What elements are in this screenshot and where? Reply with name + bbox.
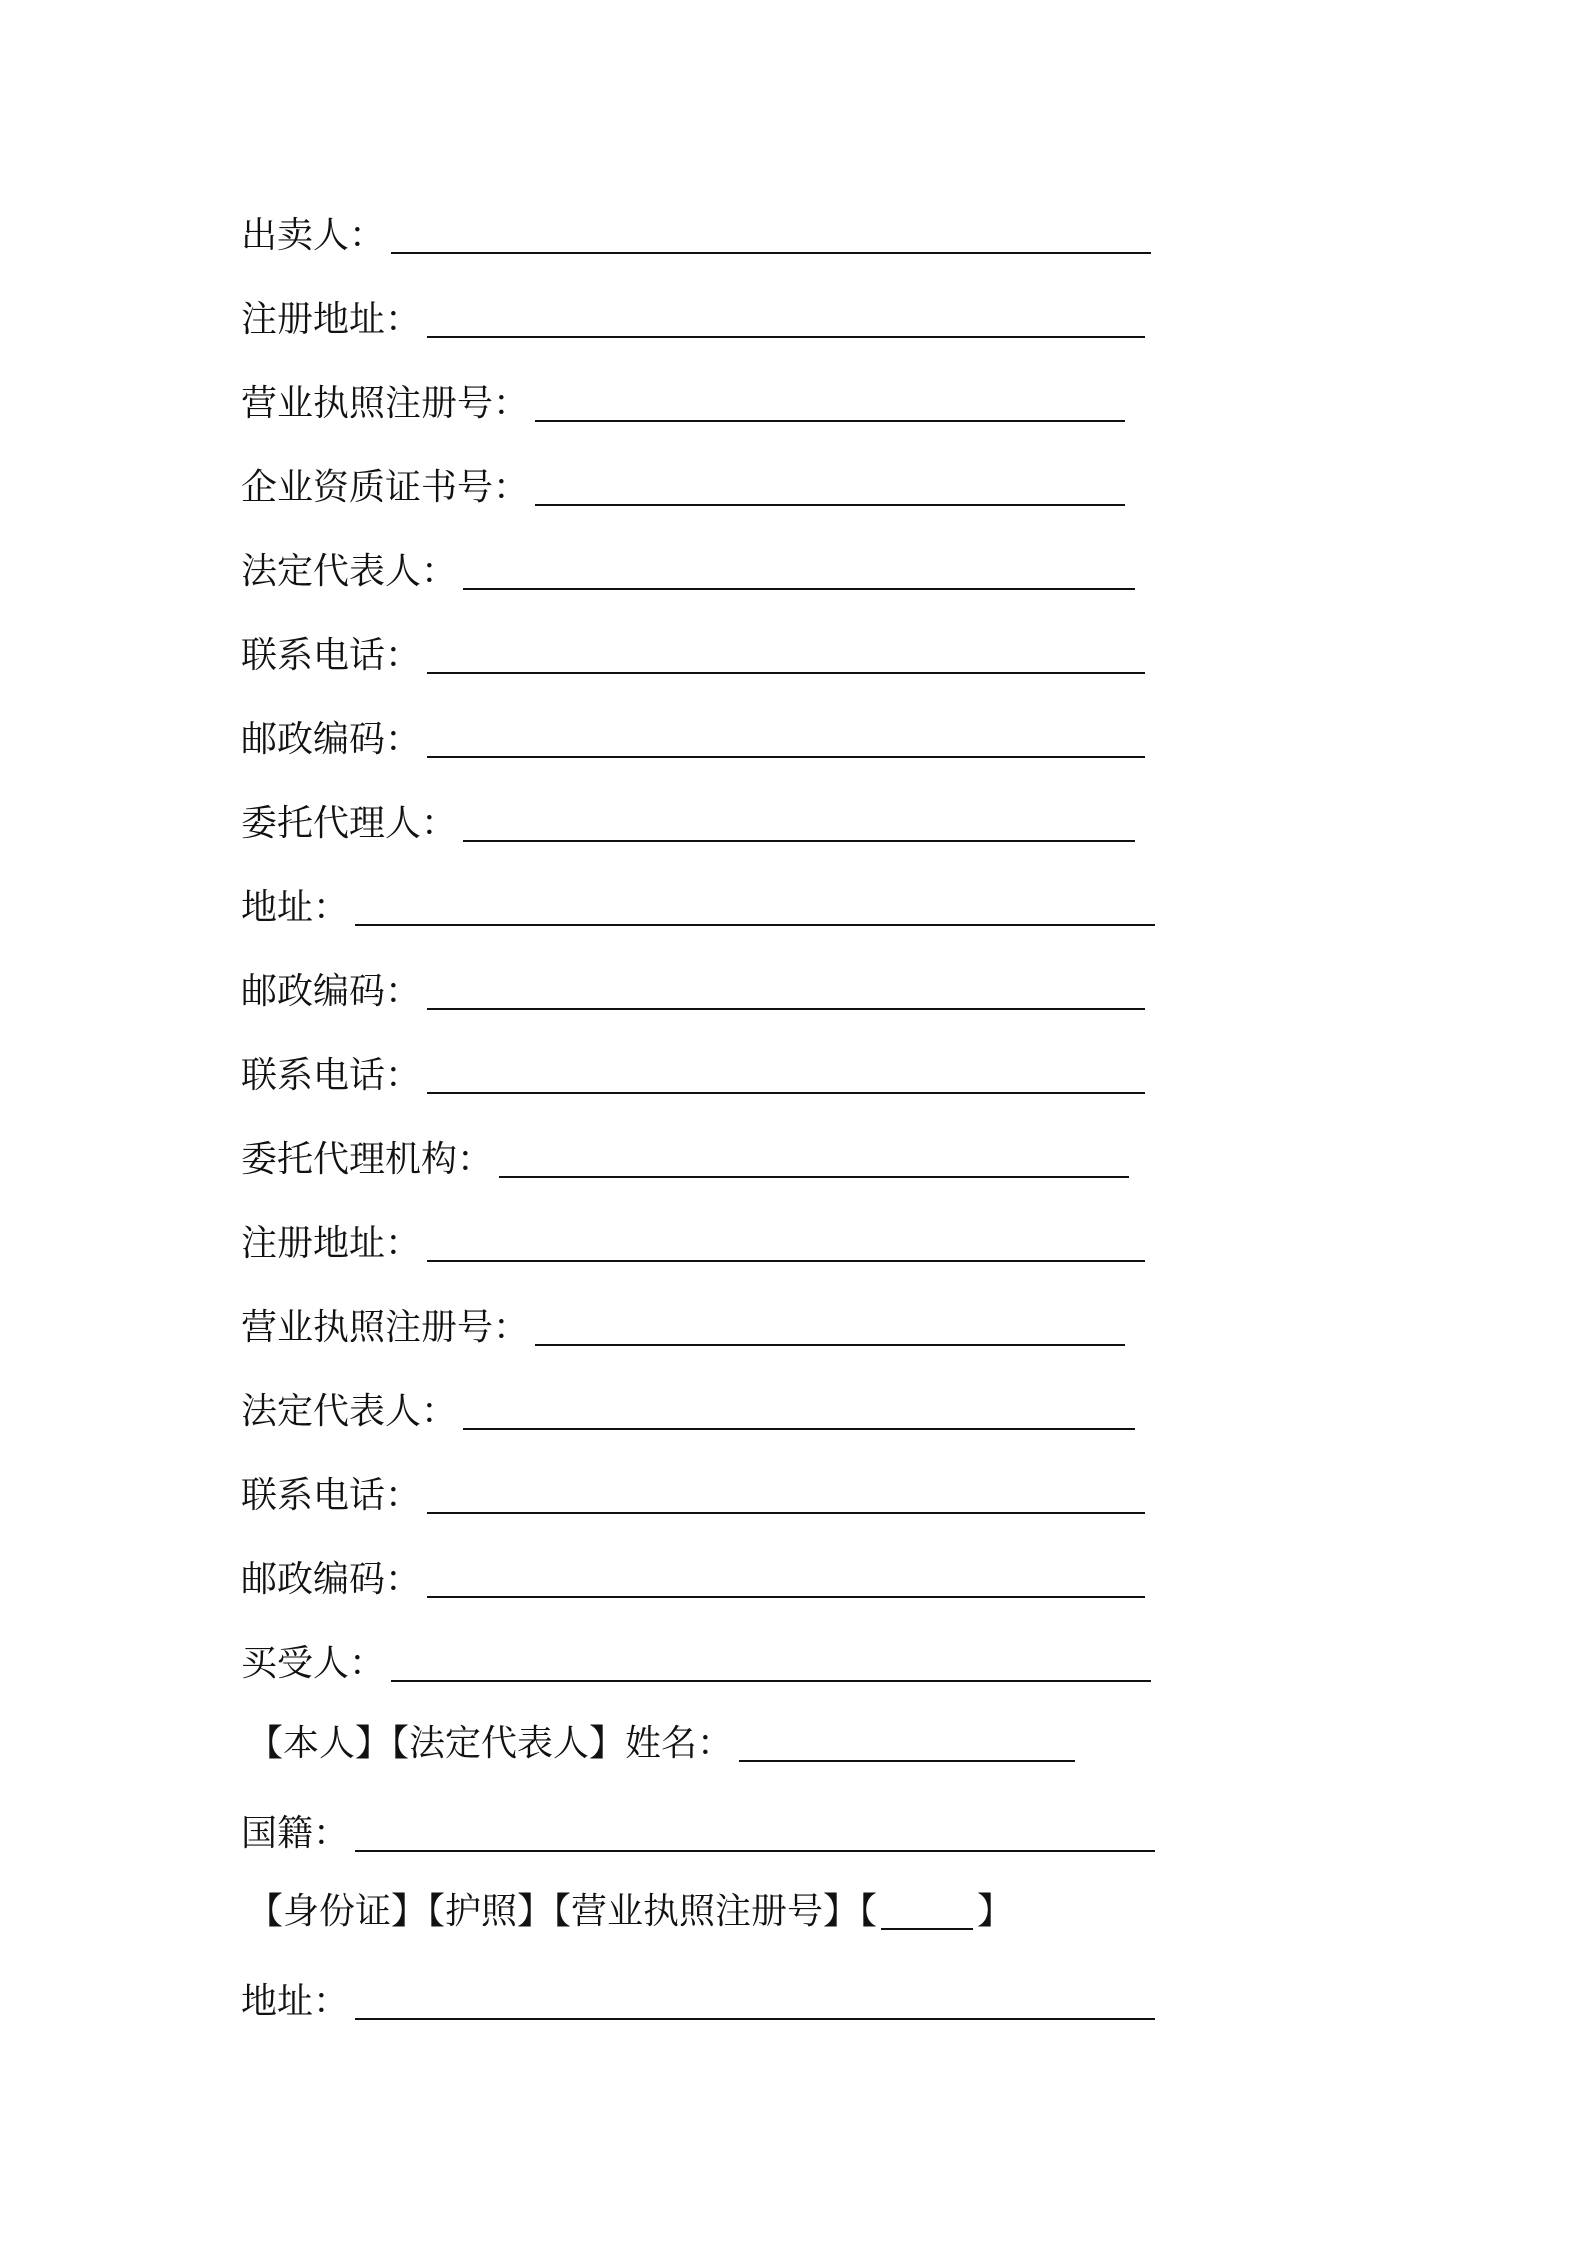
postcode-label: 邮政编码： [241, 719, 422, 760]
postcode-field[interactable] [427, 722, 1145, 758]
seller-field[interactable] [391, 218, 1151, 254]
postcode-row-3 [241, 1546, 1145, 1602]
phone-row-2 [241, 1042, 1145, 1098]
postcode-field[interactable] [427, 1562, 1145, 1598]
agency-label: 委托代理机构： [241, 1139, 494, 1180]
nationality-label: 国籍： [241, 1813, 350, 1854]
address-row-1 [241, 874, 1155, 930]
postcode-row-1 [241, 706, 1145, 762]
id-type-row [247, 1878, 1013, 1934]
agency-row [241, 1126, 1129, 1182]
license-no-row-1 [241, 370, 1125, 426]
reg-address-field[interactable] [427, 1226, 1145, 1262]
agency-field[interactable] [499, 1142, 1129, 1178]
buyer-row [241, 1630, 1151, 1686]
address-field[interactable] [355, 1984, 1155, 2020]
person-name-row [247, 1710, 1075, 1766]
person-name-field[interactable] [739, 1726, 1075, 1762]
legal-rep-row-1 [241, 538, 1135, 594]
phone-label: 联系电话： [241, 1055, 422, 1096]
reg-address-row-2 [241, 1210, 1145, 1266]
qualification-no-label: 企业资质证书号： [241, 467, 530, 508]
reg-address-label: 注册地址： [241, 1223, 422, 1264]
id-type-closing-bracket: 】 [977, 1891, 1014, 1932]
address-label: 地址： [241, 887, 350, 928]
reg-address-label: 注册地址： [241, 299, 422, 340]
person-name-label: 【本人】【法定代表人】姓名： [247, 1723, 734, 1764]
postcode-row-2 [241, 958, 1145, 1014]
agent-label: 委托代理人： [241, 803, 458, 844]
nationality-field[interactable] [355, 1816, 1155, 1852]
id-type-label: 【身份证】【护照】【营业执照注册号】【 [247, 1891, 878, 1932]
reg-address-row-1 [241, 286, 1145, 342]
address-row-2 [241, 1968, 1155, 2024]
legal-rep-row-2 [241, 1378, 1135, 1434]
license-no-label: 营业执照注册号： [241, 383, 530, 424]
buyer-label: 买受人： [241, 1643, 386, 1684]
legal-rep-field[interactable] [463, 1394, 1135, 1430]
postcode-label: 邮政编码： [241, 971, 422, 1012]
phone-field[interactable] [427, 1478, 1145, 1514]
phone-field[interactable] [427, 1058, 1145, 1094]
nationality-row [241, 1800, 1155, 1856]
license-no-row-2 [241, 1294, 1125, 1350]
qualification-no-row [241, 454, 1125, 510]
seller-row [241, 202, 1151, 258]
license-no-field[interactable] [535, 386, 1125, 422]
phone-label: 联系电话： [241, 635, 422, 676]
postcode-label: 邮政编码： [241, 1559, 422, 1600]
address-field[interactable] [355, 890, 1155, 926]
phone-row-1 [241, 622, 1145, 678]
license-no-field[interactable] [535, 1310, 1125, 1346]
postcode-field[interactable] [427, 974, 1145, 1010]
seller-label: 出卖人： [241, 215, 386, 256]
agent-field[interactable] [463, 806, 1135, 842]
phone-field[interactable] [427, 638, 1145, 674]
phone-row-3 [241, 1462, 1145, 1518]
legal-rep-label: 法定代表人： [241, 551, 458, 592]
phone-label: 联系电话： [241, 1475, 422, 1516]
legal-rep-field[interactable] [463, 554, 1135, 590]
address-label: 地址： [241, 1981, 350, 2022]
buyer-field[interactable] [391, 1646, 1151, 1682]
legal-rep-label: 法定代表人： [241, 1391, 458, 1432]
license-no-label: 营业执照注册号： [241, 1307, 530, 1348]
agent-row [241, 790, 1135, 846]
id-type-other-field[interactable] [881, 1894, 973, 1930]
qualification-no-field[interactable] [535, 470, 1125, 506]
reg-address-field[interactable] [427, 302, 1145, 338]
